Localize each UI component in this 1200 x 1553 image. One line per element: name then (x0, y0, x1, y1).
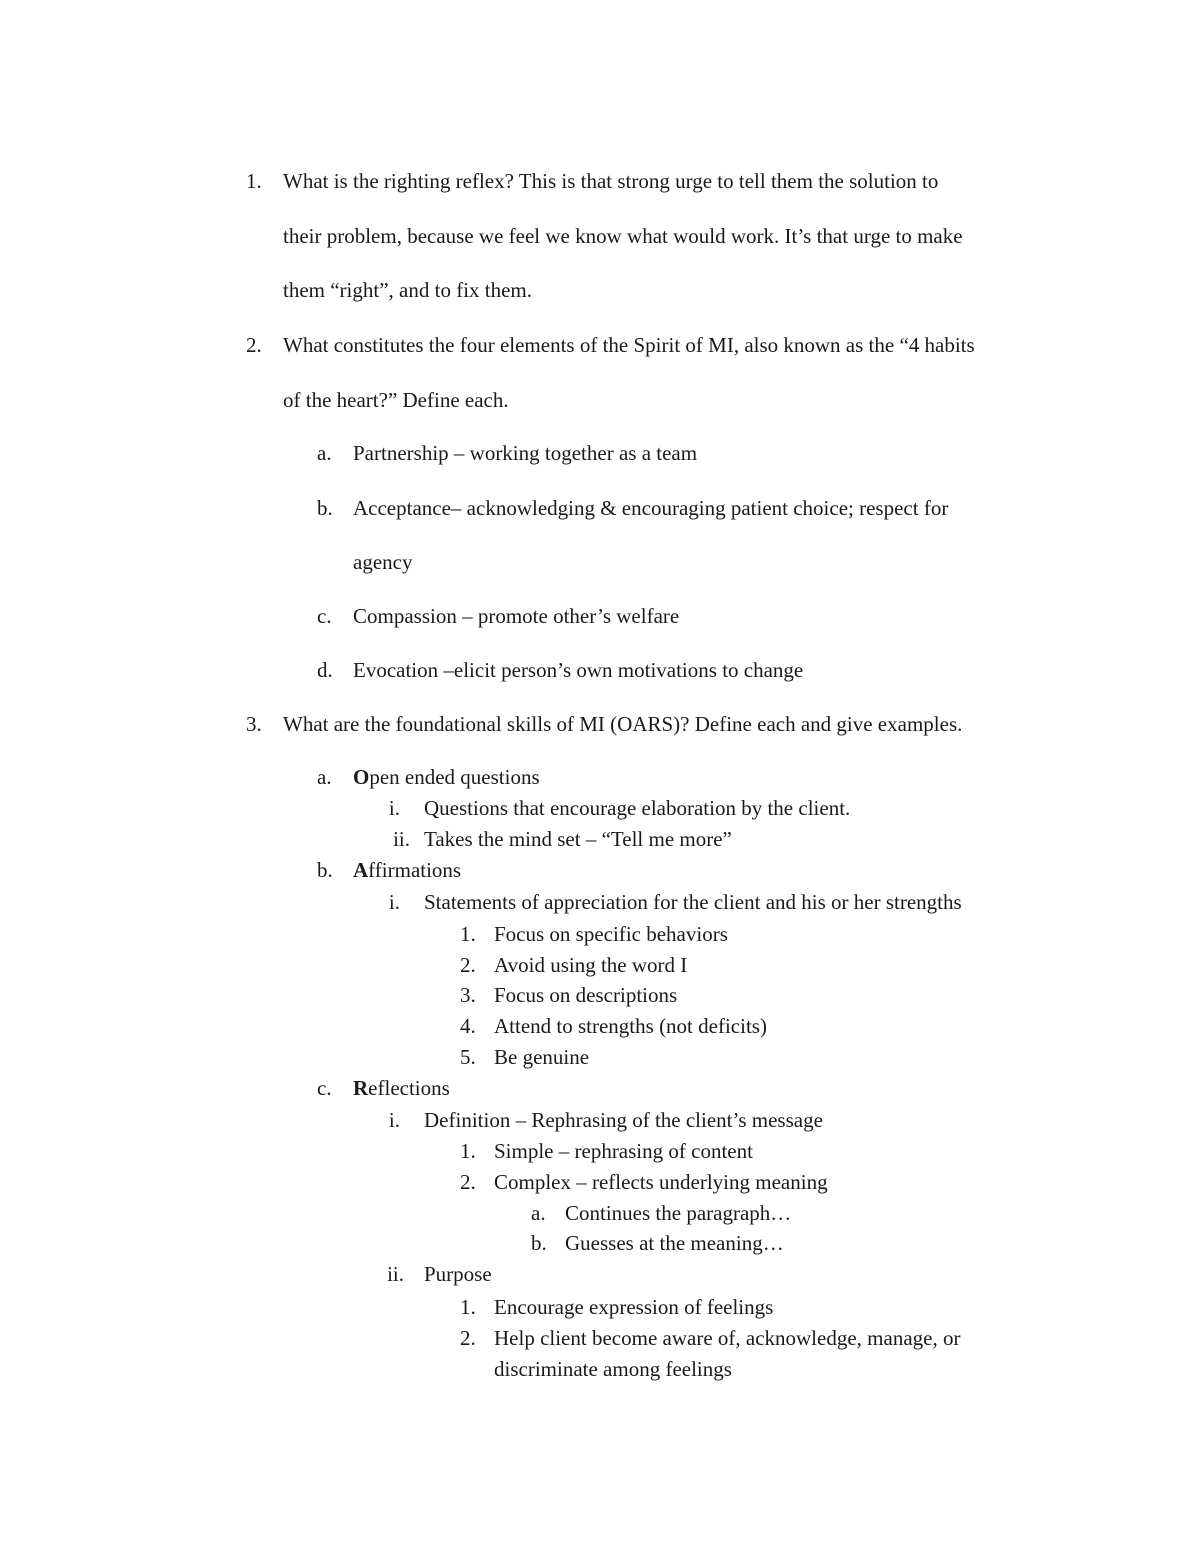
oars-a-rest: pen ended questions (369, 765, 540, 789)
oars-b-heading (353, 857, 461, 883)
affirm-point-5-marker: 5. (460, 1045, 476, 1069)
affirm-point-1-text: Focus on specific behaviors (494, 922, 728, 946)
purpose-point-1-text: Encourage expression of feelings (494, 1295, 774, 1319)
oars-a-sub-i-text: Questions that encourage elaboration by the client. (424, 796, 851, 820)
oars-b-marker: b. (317, 858, 333, 882)
complex-sub-b-marker: b. (531, 1231, 547, 1255)
reflect-def-point-1-marker: 1. (460, 1139, 476, 1163)
q2-item-a-text: Partnership – working together as a team (353, 441, 698, 465)
reflect-def-marker: i. (388, 1108, 400, 1132)
oars-c-initial: R (353, 1076, 369, 1100)
oars-c-marker: c. (317, 1076, 332, 1100)
q2-item-b-marker: b. (317, 496, 333, 520)
oars-a-sub-ii-marker: ii. (393, 827, 410, 851)
oars-a-initial: O (353, 765, 370, 789)
reflect-def-point-2-marker: 2. (460, 1170, 476, 1194)
q2-item-d-text: Evocation –elicit person’s own motivations to change (353, 658, 804, 682)
affirm-point-2-marker: 2. (460, 953, 476, 977)
oars-b-sub-i-marker: i. (388, 890, 400, 914)
purpose-point-2-text-2: discriminate among feelings (494, 1357, 732, 1381)
reflect-def-point-1-text: Simple – rephrasing of content (494, 1139, 753, 1163)
reflect-purpose-marker: ii. (387, 1262, 404, 1286)
purpose-point-2-marker: 2. (460, 1326, 476, 1350)
complex-sub-a-text: Continues the paragraph… (565, 1201, 792, 1225)
oars-a-marker: a. (317, 765, 332, 789)
q3-number: 3. (246, 712, 262, 736)
oars-b-rest: ffirmations (368, 858, 462, 882)
q2-item-b-text-2: agency (353, 550, 413, 574)
q3-line: What are the foundational skills of MI (OARS)? Define each and give examples. (283, 712, 963, 736)
affirm-point-2-text: Avoid using the word I (494, 953, 688, 977)
complex-sub-b-text: Guesses at the meaning… (565, 1231, 784, 1255)
affirm-point-4-text: Attend to strengths (not deficits) (494, 1014, 767, 1038)
q2-item-a-marker: a. (317, 441, 332, 465)
q1-line-3: them “right”, and to fix them. (283, 278, 533, 302)
oars-a-sub-i-marker: i. (388, 796, 400, 820)
q2-line-2: of the heart?” Define each. (283, 388, 509, 412)
q2-item-c-text: Compassion – promote other’s welfare (353, 604, 680, 628)
q1-line-1: What is the righting reflex? This is that strong urge to tell them the solution to (283, 169, 939, 193)
q2-item-b-text-1: Acceptance– acknowledging & encouraging patient choice; respect for (353, 496, 949, 520)
affirm-point-3-marker: 3. (460, 983, 476, 1007)
oars-c-rest: eflections (368, 1076, 450, 1100)
reflect-purpose-text: Purpose (424, 1262, 492, 1286)
affirm-point-3-text: Focus on descriptions (494, 983, 678, 1007)
complex-sub-a-marker: a. (531, 1201, 546, 1225)
purpose-point-2-text-1: Help client become aware of, acknowledge, manage, or (494, 1326, 961, 1350)
oars-c-heading (353, 1075, 450, 1101)
q2-line-1: What constitutes the four elements of the Spirit of MI, also known as the “4 habits (283, 333, 975, 357)
affirm-point-1-marker: 1. (460, 922, 476, 946)
oars-a-sub-ii-text: Takes the mind set – “Tell me more” (424, 827, 732, 851)
q2-item-d-marker: d. (317, 658, 333, 682)
q2-item-c-marker: c. (317, 604, 332, 628)
reflect-def-text: Definition – Rephrasing of the client’s message (424, 1108, 823, 1132)
oars-b-sub-i-text: Statements of appreciation for the client and his or her strengths (424, 890, 962, 914)
affirm-point-4-marker: 4. (460, 1014, 476, 1038)
oars-b-initial: A (353, 858, 369, 882)
reflect-def-point-2-text: Complex – reflects underlying meaning (494, 1170, 828, 1194)
purpose-point-1-marker: 1. (460, 1295, 476, 1319)
q1-number: 1. (246, 169, 262, 193)
affirm-point-5-text: Be genuine (494, 1045, 590, 1069)
q1-line-2: their problem, because we feel we know what would work. It’s that urge to make (283, 224, 963, 248)
q2-number: 2. (246, 333, 262, 357)
oars-a-heading (353, 764, 540, 790)
